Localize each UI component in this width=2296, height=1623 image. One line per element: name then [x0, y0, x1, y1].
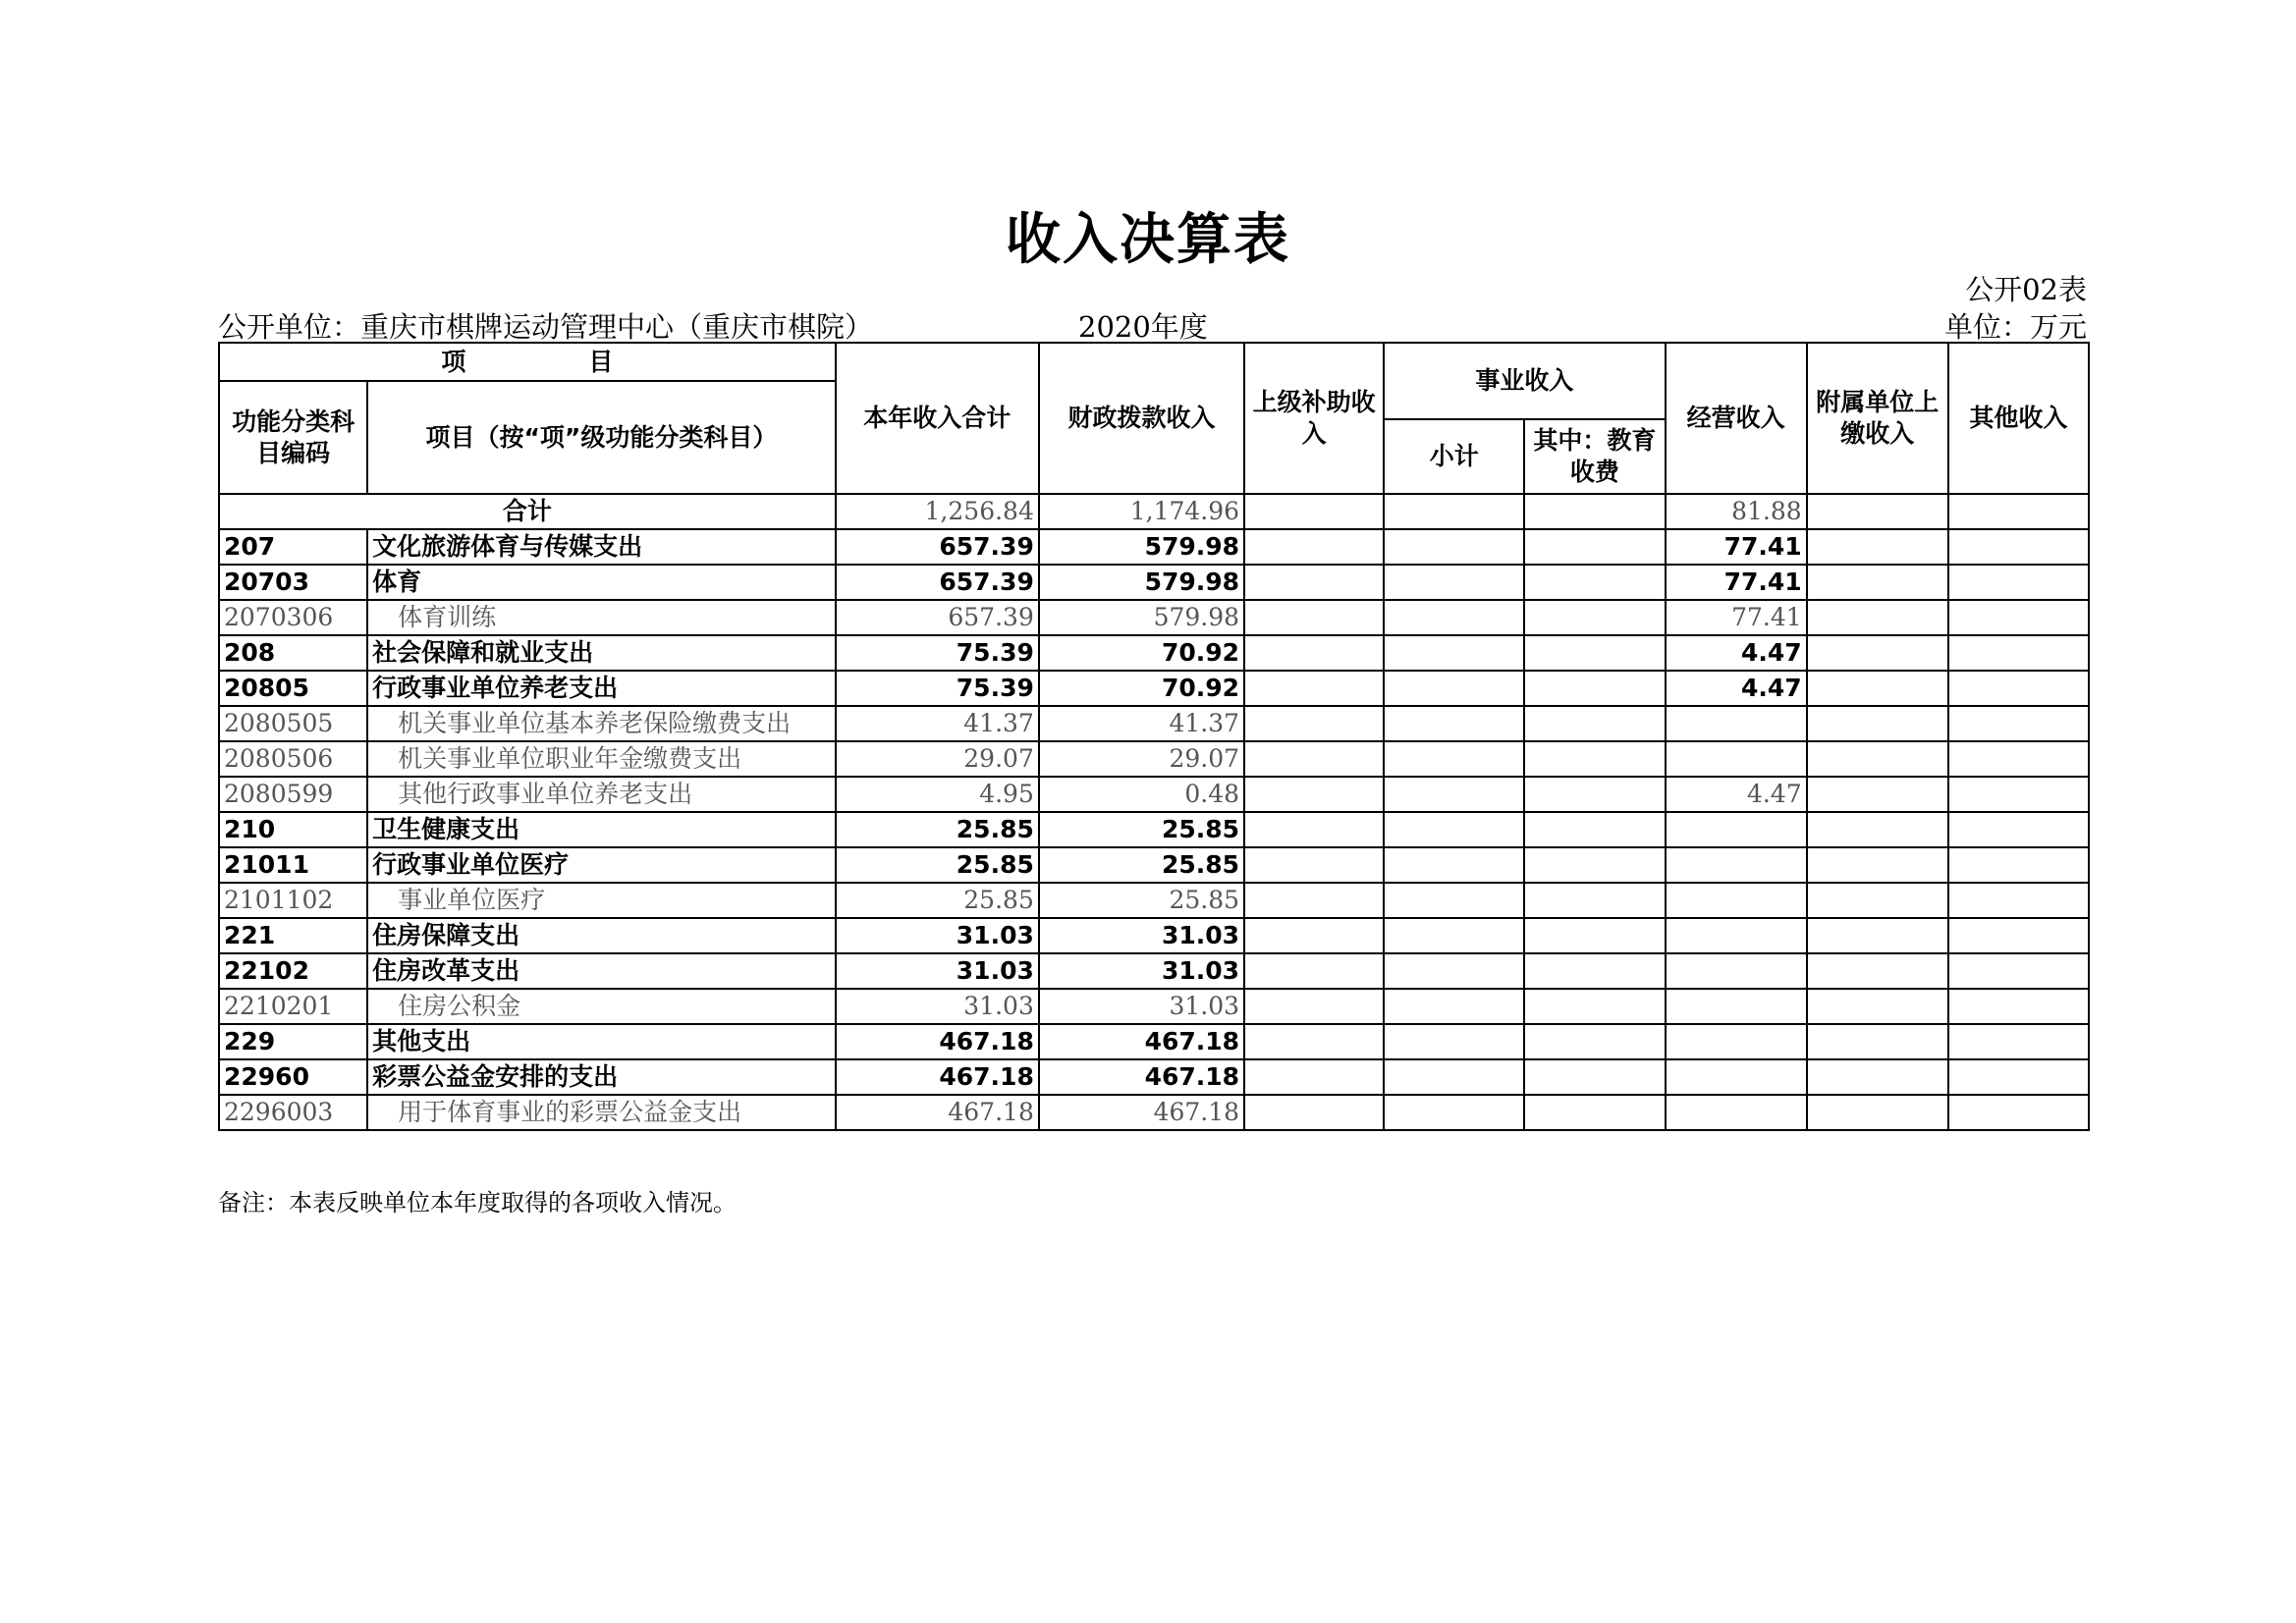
table-row — [219, 1095, 2089, 1130]
table-row — [219, 565, 2089, 600]
cell-other — [1948, 1095, 2089, 1130]
cell-edu — [1524, 600, 1665, 635]
cell-edu — [1524, 529, 1665, 565]
table-row — [219, 741, 2089, 777]
cell-subtotal — [1384, 671, 1524, 706]
cell-subtotal — [1384, 1024, 1524, 1059]
cell-subtotal — [1384, 812, 1524, 847]
table-row — [219, 1059, 2089, 1095]
cell-fiscal: 0.48 — [1039, 777, 1244, 812]
table-row — [219, 883, 2089, 918]
cell-operating: 77.41 — [1666, 600, 1807, 635]
cell-subtotal — [1384, 600, 1524, 635]
cell-operating: 4.47 — [1666, 671, 1807, 706]
cell-operating — [1666, 883, 1807, 918]
cell-name: 体育 — [367, 565, 836, 600]
cell-name: 其他行政事业单位养老支出 — [367, 777, 836, 812]
cell-affiliated — [1807, 883, 1948, 918]
cell-subtotal — [1384, 706, 1524, 741]
cell-name: 行政事业单位养老支出 — [367, 671, 836, 706]
cell-fiscal: 467.18 — [1039, 1059, 1244, 1095]
cell-total: 31.03 — [836, 989, 1039, 1024]
cell-superior — [1244, 635, 1384, 671]
cell-superior — [1244, 671, 1384, 706]
table-row — [219, 847, 2089, 883]
cell-subtotal — [1384, 777, 1524, 812]
table-row — [219, 1024, 2089, 1059]
cell-name: 彩票公益金安排的支出 — [367, 1059, 836, 1095]
cell-edu — [1524, 989, 1665, 1024]
cell-other — [1948, 565, 2089, 600]
cell-other — [1948, 600, 2089, 635]
table-row — [219, 989, 2089, 1024]
cell-operating: 77.41 — [1666, 529, 1807, 565]
cell-superior — [1244, 989, 1384, 1024]
cell-code: 20703 — [219, 565, 367, 600]
cell-affiliated — [1807, 1059, 1948, 1095]
cell-affiliated — [1807, 847, 1948, 883]
cell-name: 住房公积金 — [367, 989, 836, 1024]
cell-edu — [1524, 671, 1665, 706]
cell-name: 机关事业单位职业年金缴费支出 — [367, 741, 836, 777]
cell-operating: 4.47 — [1666, 635, 1807, 671]
cell-affiliated — [1807, 671, 1948, 706]
cell-fiscal: 25.85 — [1039, 883, 1244, 918]
cell-operating: 81.88 — [1666, 494, 1807, 529]
cell-superior — [1244, 847, 1384, 883]
table-row — [219, 918, 2089, 953]
cell-other — [1948, 741, 2089, 777]
cell-subtotal — [1384, 741, 1524, 777]
cell-operating — [1666, 847, 1807, 883]
table-body — [219, 494, 2089, 1130]
cell-affiliated — [1807, 565, 1948, 600]
cell-subtotal — [1384, 918, 1524, 953]
cell-code: 2080599 — [219, 777, 367, 812]
cell-superior — [1244, 812, 1384, 847]
cell-code: 21011 — [219, 847, 367, 883]
cell-code: 2080506 — [219, 741, 367, 777]
cell-affiliated — [1807, 494, 1948, 529]
cell-code: 2070306 — [219, 600, 367, 635]
cell-fiscal: 31.03 — [1039, 953, 1244, 989]
cell-code: 2101102 — [219, 883, 367, 918]
cell-fiscal: 25.85 — [1039, 812, 1244, 847]
cell-total: 657.39 — [836, 529, 1039, 565]
cell-fiscal: 579.98 — [1039, 600, 1244, 635]
cell-affiliated — [1807, 600, 1948, 635]
cell-edu — [1524, 1059, 1665, 1095]
cell-superior — [1244, 918, 1384, 953]
cell-name: 住房保障支出 — [367, 918, 836, 953]
cell-superior — [1244, 953, 1384, 989]
cell-operating — [1666, 1059, 1807, 1095]
cell-operating — [1666, 706, 1807, 741]
header-business: 事业收入 — [1384, 343, 1665, 419]
cell-superior — [1244, 1059, 1384, 1095]
cell-superior — [1244, 777, 1384, 812]
cell-edu — [1524, 1024, 1665, 1059]
cell-subtotal — [1384, 1059, 1524, 1095]
table-row — [219, 706, 2089, 741]
footnote: 备注：本表反映单位本年度取得的各项收入情况。 — [218, 1189, 737, 1217]
cell-fiscal: 1,174.96 — [1039, 494, 1244, 529]
cell-other — [1948, 529, 2089, 565]
cell-code: 22960 — [219, 1059, 367, 1095]
cell-name: 体育训练 — [367, 600, 836, 635]
header-fiscal: 财政拨款收入 — [1039, 343, 1244, 494]
table-row — [219, 812, 2089, 847]
cell-edu — [1524, 883, 1665, 918]
cell-operating — [1666, 1024, 1807, 1059]
cell-other — [1948, 494, 2089, 529]
form-number: 公开02表 — [1965, 273, 2087, 306]
cell-total: 1,256.84 — [836, 494, 1039, 529]
cell-fiscal: 467.18 — [1039, 1024, 1244, 1059]
cell-total: 75.39 — [836, 635, 1039, 671]
cell-subtotal — [1384, 883, 1524, 918]
cell-subtotal — [1384, 565, 1524, 600]
cell-other — [1948, 706, 2089, 741]
table-row — [219, 671, 2089, 706]
cell-total: 31.03 — [836, 953, 1039, 989]
cell-total: 467.18 — [836, 1095, 1039, 1130]
cell-affiliated — [1807, 812, 1948, 847]
cell-subtotal — [1384, 494, 1524, 529]
cell-subtotal — [1384, 529, 1524, 565]
cell-subtotal — [1384, 847, 1524, 883]
header-edu: 其中：教育收费 — [1524, 419, 1665, 494]
cell-code: 20805 — [219, 671, 367, 706]
cell-affiliated — [1807, 918, 1948, 953]
table-row — [219, 529, 2089, 565]
cell-name: 文化旅游体育与传媒支出 — [367, 529, 836, 565]
cell-edu — [1524, 777, 1665, 812]
header-project: 项 目 — [219, 343, 836, 381]
cell-edu — [1524, 706, 1665, 741]
cell-other — [1948, 812, 2089, 847]
cell-fiscal: 467.18 — [1039, 1095, 1244, 1130]
cell-total: 467.18 — [836, 1024, 1039, 1059]
total-row — [219, 494, 2089, 529]
cell-total: 467.18 — [836, 1059, 1039, 1095]
cell-subtotal — [1384, 989, 1524, 1024]
cell-code: 2296003 — [219, 1095, 367, 1130]
cell-edu — [1524, 494, 1665, 529]
cell-total: 25.85 — [836, 847, 1039, 883]
cell-name: 社会保障和就业支出 — [367, 635, 836, 671]
cell-other — [1948, 847, 2089, 883]
cell-total: 657.39 — [836, 600, 1039, 635]
header-name: 项目（按“项”级功能分类科目） — [367, 381, 836, 494]
cell-superior — [1244, 706, 1384, 741]
cell-fiscal: 31.03 — [1039, 989, 1244, 1024]
cell-affiliated — [1807, 1024, 1948, 1059]
cell-code: 2080505 — [219, 706, 367, 741]
header-superior: 上级补助收入 — [1244, 343, 1384, 494]
cell-fiscal: 25.85 — [1039, 847, 1244, 883]
cell-other — [1948, 918, 2089, 953]
cell-subtotal — [1384, 1095, 1524, 1130]
header-other: 其他收入 — [1948, 343, 2089, 494]
table-row — [219, 953, 2089, 989]
cell-superior — [1244, 741, 1384, 777]
table-row — [219, 600, 2089, 635]
cell-affiliated — [1807, 529, 1948, 565]
cell-edu — [1524, 1095, 1665, 1130]
cell-other — [1948, 883, 2089, 918]
cell-edu — [1524, 918, 1665, 953]
cell-operating: 4.47 — [1666, 777, 1807, 812]
cell-edu — [1524, 812, 1665, 847]
cell-superior — [1244, 1095, 1384, 1130]
cell-affiliated — [1807, 953, 1948, 989]
cell-edu — [1524, 635, 1665, 671]
cell-fiscal: 41.37 — [1039, 706, 1244, 741]
cell-name: 行政事业单位医疗 — [367, 847, 836, 883]
cell-total: 41.37 — [836, 706, 1039, 741]
cell-fiscal: 70.92 — [1039, 671, 1244, 706]
report-year: 2020年度 — [1078, 310, 1208, 344]
cell-total: 25.85 — [836, 883, 1039, 918]
cell-code: 208 — [219, 635, 367, 671]
cell-fiscal: 29.07 — [1039, 741, 1244, 777]
cell-code: 2210201 — [219, 989, 367, 1024]
cell-superior — [1244, 600, 1384, 635]
cell-fiscal: 70.92 — [1039, 635, 1244, 671]
header-affiliated: 附属单位上缴收入 — [1807, 343, 1948, 494]
cell-name: 用于体育事业的彩票公益金支出 — [367, 1095, 836, 1130]
cell-code: 229 — [219, 1024, 367, 1059]
cell-superior — [1244, 494, 1384, 529]
cell-total: 25.85 — [836, 812, 1039, 847]
cell-name: 机关事业单位基本养老保险缴费支出 — [367, 706, 836, 741]
cell-affiliated — [1807, 1095, 1948, 1130]
reporting-unit: 公开单位：重庆市棋牌运动管理中心（重庆市棋院） — [218, 310, 874, 344]
cell-affiliated — [1807, 741, 1948, 777]
cell-affiliated — [1807, 989, 1948, 1024]
cell-edu — [1524, 953, 1665, 989]
cell-code: 210 — [219, 812, 367, 847]
cell-total: 31.03 — [836, 918, 1039, 953]
cell-fiscal: 31.03 — [1039, 918, 1244, 953]
table-row — [219, 777, 2089, 812]
cell-name: 合计 — [219, 494, 836, 529]
cell-subtotal — [1384, 635, 1524, 671]
cell-operating — [1666, 741, 1807, 777]
cell-name: 住房改革支出 — [367, 953, 836, 989]
cell-other — [1948, 1059, 2089, 1095]
cell-code: 221 — [219, 918, 367, 953]
header-operating: 经营收入 — [1666, 343, 1807, 494]
page-title: 收入决算表 — [1006, 208, 1290, 272]
cell-other — [1948, 671, 2089, 706]
cell-other — [1948, 1024, 2089, 1059]
cell-affiliated — [1807, 635, 1948, 671]
cell-edu — [1524, 565, 1665, 600]
cell-superior — [1244, 883, 1384, 918]
cell-operating — [1666, 1095, 1807, 1130]
cell-name: 事业单位医疗 — [367, 883, 836, 918]
header-total: 本年收入合计 — [836, 343, 1039, 494]
cell-subtotal — [1384, 953, 1524, 989]
cell-name: 其他支出 — [367, 1024, 836, 1059]
cell-superior — [1244, 529, 1384, 565]
header-subtotal: 小计 — [1384, 419, 1524, 494]
cell-fiscal: 579.98 — [1039, 565, 1244, 600]
cell-operating — [1666, 989, 1807, 1024]
cell-code: 207 — [219, 529, 367, 565]
cell-total: 4.95 — [836, 777, 1039, 812]
cell-affiliated — [1807, 777, 1948, 812]
cell-edu — [1524, 847, 1665, 883]
cell-operating — [1666, 812, 1807, 847]
cell-total: 75.39 — [836, 671, 1039, 706]
cell-operating: 77.41 — [1666, 565, 1807, 600]
cell-code: 22102 — [219, 953, 367, 989]
table-row — [219, 635, 2089, 671]
cell-other — [1948, 635, 2089, 671]
cell-total: 657.39 — [836, 565, 1039, 600]
currency-unit: 单位：万元 — [1943, 310, 2087, 344]
cell-edu — [1524, 741, 1665, 777]
cell-other — [1948, 777, 2089, 812]
cell-operating — [1666, 918, 1807, 953]
cell-superior — [1244, 565, 1384, 600]
cell-total: 29.07 — [836, 741, 1039, 777]
income-table — [218, 342, 2090, 1131]
cell-operating — [1666, 953, 1807, 989]
cell-other — [1948, 953, 2089, 989]
cell-name: 卫生健康支出 — [367, 812, 836, 847]
header-code: 功能分类科目编码 — [219, 381, 367, 494]
cell-fiscal: 579.98 — [1039, 529, 1244, 565]
cell-superior — [1244, 1024, 1384, 1059]
cell-affiliated — [1807, 706, 1948, 741]
cell-other — [1948, 989, 2089, 1024]
